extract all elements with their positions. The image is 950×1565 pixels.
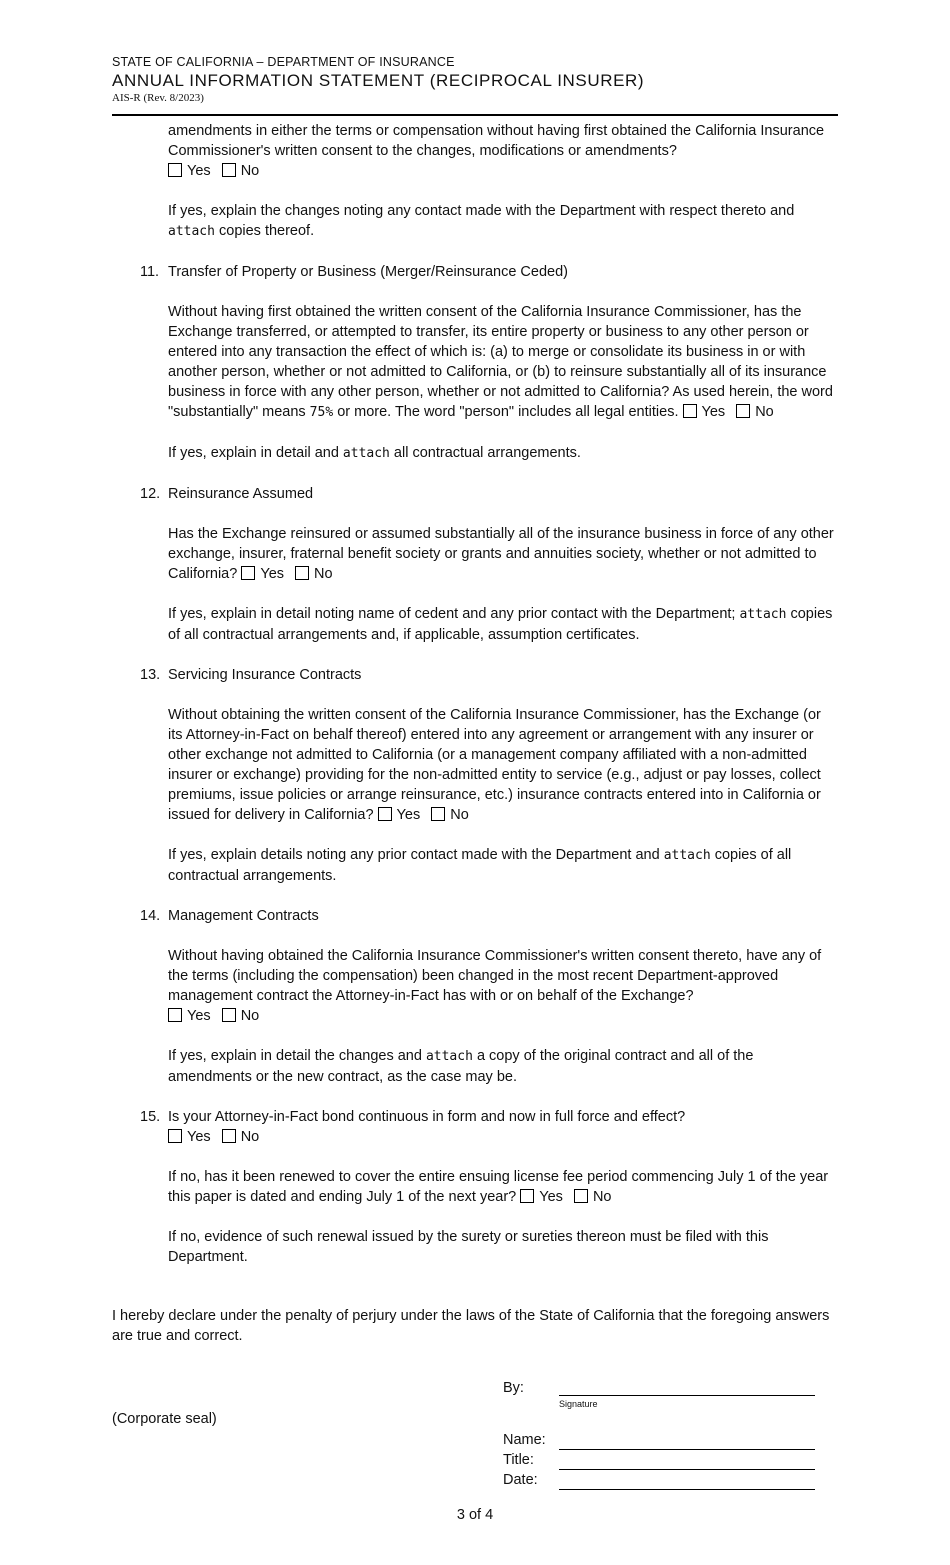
- question-10-continued: [112, 121, 838, 242]
- page-number: 3 of 4: [456, 1507, 494, 1523]
- question-title: Management Contracts: [168, 908, 319, 924]
- question-number: 12.: [140, 486, 161, 502]
- question-title: Transfer of Property or Business (Merger/Reinsurance Ceded): [168, 264, 568, 280]
- q11-no-checkbox[interactable]: [736, 404, 750, 418]
- signature-caption: Signature: [559, 1399, 598, 1409]
- name-label: Name:: [503, 1432, 546, 1448]
- question-title: Is your Attorney-in-Fact bond continuous in form and now in full force and effect?: [168, 1109, 686, 1125]
- signature-line[interactable]: [559, 1395, 815, 1396]
- explanation-text: If yes, explain in detail noting name of cedent and any prior contact with the Department; attach copies of all contractual arrangements and, if applicable, assumption certificates.: [168, 606, 833, 643]
- agency-header: STATE OF CALIFORNIA – DEPARTMENT OF INSURANCE: [112, 55, 455, 69]
- explanation-text: If yes, explain the changes noting any contact made with the Department with respect thereto and attach copies thereof.: [168, 203, 795, 239]
- header-divider: [112, 114, 838, 116]
- corporate-seal-label: (Corporate seal): [112, 1411, 217, 1427]
- question-number: 13.: [140, 667, 161, 683]
- yes-no-group: Yes No: [168, 161, 838, 181]
- explanation-text: If yes, explain in detail the changes and attach a copy of the original contract and all of the amendments or the new contract, as the case may be.: [168, 1048, 754, 1085]
- explanation-text: If yes, explain in detail and attach all contractual arrangements.: [168, 445, 581, 461]
- q15-renewed-no-checkbox[interactable]: [574, 1189, 588, 1203]
- name-line[interactable]: [559, 1449, 815, 1450]
- q14-no-checkbox[interactable]: [222, 1008, 236, 1022]
- q15-renewed-yes-checkbox[interactable]: [520, 1189, 534, 1203]
- explanation-text: If yes, explain details noting any prior contact made with the Department and attach copies of all contractual arrangements.: [168, 847, 792, 884]
- q15-no-checkbox[interactable]: [222, 1129, 236, 1143]
- question-text: Has the Exchange reinsured or assumed substantially all of the insurance business in force of any other exchange, insurer, fraternal benefit society or grants and annuities society, whether or not admitted to California? Yes No: [168, 526, 834, 582]
- question-13: [112, 665, 838, 886]
- q14-yes-checkbox[interactable]: [168, 1008, 182, 1022]
- question-number: 14.: [140, 908, 161, 924]
- question-15: [112, 1107, 838, 1267]
- q10-yes-checkbox[interactable]: [168, 163, 182, 177]
- by-label: By:: [503, 1380, 524, 1396]
- followup-question: If no, has it been renewed to cover the entire ensuing license fee period commencing July 1 of the year this paper is dated and ending July 1 of the next year? Yes No: [168, 1169, 829, 1205]
- q10-no-checkbox[interactable]: [222, 163, 236, 177]
- question-14: [112, 906, 838, 1087]
- q13-no-checkbox[interactable]: [431, 807, 445, 821]
- q12-yes-checkbox[interactable]: [241, 566, 255, 580]
- q11-yes-checkbox[interactable]: [683, 404, 697, 418]
- question-title: Reinsurance Assumed: [168, 486, 314, 502]
- question-title: Servicing Insurance Contracts: [168, 667, 362, 683]
- yes-no-group: Yes No: [168, 1006, 838, 1026]
- form-title: ANNUAL INFORMATION STATEMENT (RECIPROCAL INSURER): [112, 71, 645, 90]
- question-text: Without obtaining the written consent of the California Insurance Commissioner, has the Exchange (or its Attorney-in-Fact on behalf thereof) entered into any agreement or arrangement with any insurer or other exchange not admitted to California (or a management company affiliated with a non-admitted insurer or exchange) providing for the non-admitted entity to service (e.g., adjust or pay losses, collect premiums, issue policies or arrange reinsurance, etc.) insurance contracts entered into in California or issued for delivery in California? Yes No: [168, 707, 821, 823]
- form-revision: AIS-R (Rev. 8/2023): [112, 92, 204, 104]
- title-line[interactable]: [559, 1469, 815, 1470]
- q15-yes-checkbox[interactable]: [168, 1129, 182, 1143]
- yes-no-group: Yes No: [168, 1127, 838, 1147]
- renewal-note: If no, evidence of such renewal issued by the surety or sureties thereon must be filed with this Department.: [168, 1229, 769, 1265]
- q12-no-checkbox[interactable]: [295, 566, 309, 580]
- date-label: Date:: [503, 1472, 538, 1488]
- questions-section: [112, 121, 838, 1346]
- question-11: [112, 262, 838, 464]
- question-text: Without having first obtained the written consent of the California Insurance Commissioner, has the Exchange transferred, or attempted to transfer, its entire property or business to any other person or entered into any transaction the effect of which is: (a) to merge or consolidate its business in or with another person, whether or not admitted to California, or (b) to reinsure substantially all of its insurance business in force with any other person, whether or not admitted to California? As used herein, the word "substantially" means 75% or more. The word "person" includes all legal entities. Yes No: [168, 304, 833, 420]
- perjury-declaration: I hereby declare under the penalty of perjury under the laws of the State of California that the foregoing answers are true and correct.: [112, 1308, 830, 1344]
- question-number: 15.: [140, 1109, 161, 1125]
- question-number: 11.: [140, 264, 160, 280]
- question-12: [112, 484, 838, 645]
- title-label: Title:: [503, 1452, 534, 1468]
- question-text: amendments in either the terms or compensation without having first obtained the California Insurance Commissioner's written consent to the changes, modifications or amendments?: [168, 123, 825, 159]
- q13-yes-checkbox[interactable]: [378, 807, 392, 821]
- date-line[interactable]: [559, 1489, 815, 1490]
- question-text: Without having obtained the California Insurance Commissioner's written consent thereto, have any of the terms (including the compensation) been changed in the most recent Department-approved management contract the Attorney-in-Fact has with or on behalf of the Exchange?: [168, 948, 822, 1004]
